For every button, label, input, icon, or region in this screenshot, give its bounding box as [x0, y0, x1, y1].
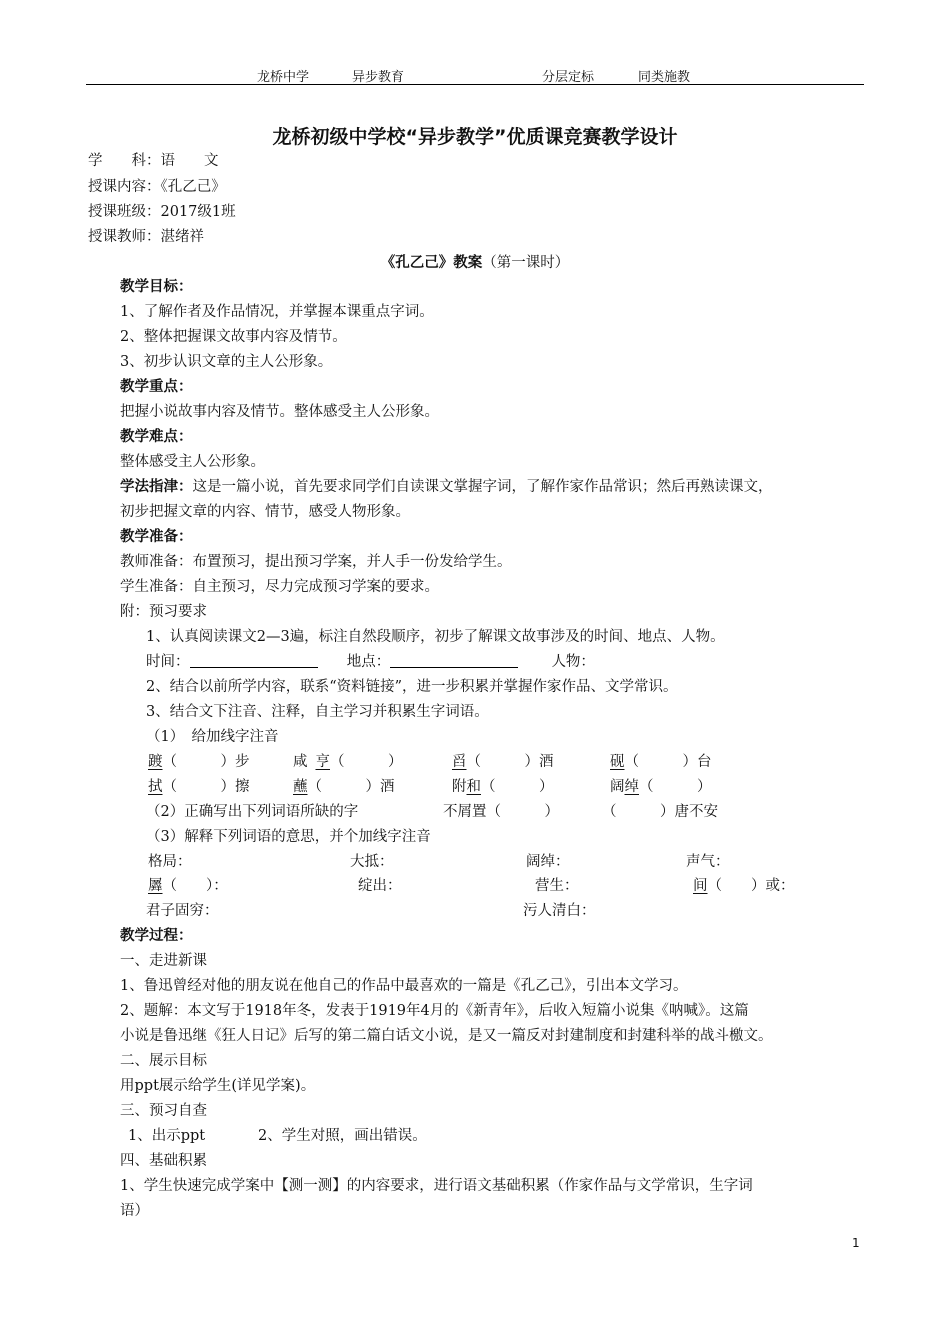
info-teacher: 授课教师：湛绪祥 [88, 229, 204, 245]
goal-item: 2、整体把握课文故事内容及情节。 [120, 329, 347, 345]
info-content: 授课内容：《孔乙己》 [88, 179, 226, 195]
document-title: 龙桥初级中学校“异步教学”优质课竞赛教学设计 [272, 126, 678, 148]
q2-item-b: （ ）唐不安 [602, 804, 718, 820]
method-text-2: 初步把握文章的内容、情节，感受人物形象。 [120, 504, 410, 520]
term-item: 阔绰： [526, 854, 570, 870]
term-blank: （ ）或： [707, 878, 795, 894]
process-text: 小说是鲁迅继《狂人日记》后写的第二篇白话文小说，是又一篇反对封建制度和封建科举的战斗檄文。 [120, 1028, 773, 1044]
lesson-subtitle [0, 251, 950, 272]
time-label: 时间： [146, 654, 190, 670]
person-label: 人物： [551, 654, 595, 670]
process-text: 1、鲁迅曾经对他的朋友说在他自己的作品中最喜欢的一篇是《孔乙己》，引出本文学习。 [120, 978, 688, 994]
pinyin-blank: （ ） [330, 754, 403, 770]
pinyin-item [610, 777, 712, 797]
prep-appendix: 附：预习要求 [120, 604, 207, 620]
time-blank[interactable] [190, 653, 318, 668]
difficulty-text: 整体感受主人公形象。 [120, 454, 265, 470]
preview-blanks [146, 652, 595, 672]
term-item: 格局： [148, 854, 192, 870]
underlined-char: 间 [693, 878, 708, 894]
subtitle-bold: 《孔乙己》教案 [380, 255, 483, 271]
pinyin-blank: （ ） [481, 779, 554, 795]
process-text: 1、学生快速完成学案中【测一测】的内容要求，进行语文基础积累（作家作品与文学常识，生字词 [120, 1178, 753, 1194]
underlined-char: 拭 [148, 779, 163, 795]
q2-item-a: 不屑置（ ） [443, 804, 559, 820]
method-line-1 [120, 477, 773, 497]
info-subject: 学 科：语 文 [88, 153, 219, 169]
difficulty-heading: 教学难点： [120, 429, 193, 445]
page-header [86, 66, 864, 84]
pinyin-item [148, 752, 250, 772]
header-slogan-2: 同类施教 [638, 70, 691, 85]
question-3: （3）解释下列词语的意思，并个加线字注音 [146, 829, 431, 845]
underlined-char: 舀 [452, 754, 467, 770]
term-item: 污人清白： [523, 903, 596, 919]
underlined-char: 亨 [315, 754, 330, 770]
question-2: （2）正确写出下列词语所缺的字 [146, 804, 359, 820]
plain-char: 咸 [293, 754, 308, 770]
section-heading: 四、基础积累 [120, 1153, 207, 1169]
process-heading: 教学过程： [120, 928, 193, 944]
section-heading: 一、走进新课 [120, 953, 207, 969]
term-item [693, 876, 795, 896]
pinyin-item [452, 752, 554, 772]
pinyin-blank: （ ）台 [624, 754, 712, 770]
goals-heading: 教学目标： [120, 279, 193, 295]
page-number: 1 [852, 1236, 860, 1250]
process-text: 2、学生对照，画出错误。 [258, 1128, 427, 1144]
pinyin-item [293, 752, 403, 772]
goal-item: 3、初步认识文章的主人公形象。 [120, 354, 333, 370]
subtitle-rest: （第一课时） [482, 255, 570, 271]
method-text-1: 这是一篇小说，首先要求同学们自读课文掌握字词，了解作家作品常识；然后再熟读课文， [192, 479, 773, 495]
header-brand: 异步教育 [352, 70, 405, 85]
pinyin-item [293, 777, 395, 797]
underlined-char: 绰 [624, 779, 639, 795]
header-divider [86, 84, 864, 85]
keypoint-text: 把握小说故事内容及情节。整体感受主人公形象。 [120, 404, 439, 420]
header-school: 龙桥中学 [257, 70, 310, 85]
pinyin-blank: （ ）擦 [162, 779, 250, 795]
process-text: 2、题解：本文写于1918年冬，发表于1919年4月的《新青年》，后收入短篇小说集《呐喊》。这篇 [120, 1003, 749, 1019]
section-heading: 二、展示目标 [120, 1053, 207, 1069]
plain-char: 附 [452, 779, 467, 795]
term-item: 君子固穷： [146, 903, 219, 919]
term-item: 绽出： [358, 878, 402, 894]
place-blank[interactable] [390, 653, 518, 668]
underlined-char: 蘸 [293, 779, 308, 795]
plain-char: 阔 [610, 779, 625, 795]
question-1: （1） 给加线字注音 [146, 729, 279, 745]
method-heading: 学法指津： [120, 479, 193, 495]
pinyin-blank: （ ） [639, 779, 712, 795]
header-slogan-1: 分层定标 [542, 70, 595, 85]
prep-student: 学生准备：自主预习，尽力完成预习学案的要求。 [120, 579, 439, 595]
pinyin-blank: （ ）步 [162, 754, 250, 770]
underlined-char: 和 [466, 779, 481, 795]
term-item: 大抵： [350, 854, 394, 870]
term-item: 营生： [535, 878, 579, 894]
section-heading: 三、预习自查 [120, 1103, 207, 1119]
term-item: 声气： [686, 854, 730, 870]
prep-heading: 教学准备： [120, 529, 193, 545]
info-class: 授课班级：2017级1班 [88, 204, 236, 220]
process-text: 用ppt展示给学生(详见学案)。 [120, 1078, 316, 1094]
prep-teacher: 教师准备：布置预习，提出预习学案，并人手一份发给学生。 [120, 554, 512, 570]
process-text: 语） [120, 1203, 149, 1219]
pinyin-item [148, 777, 250, 797]
keypoint-heading: 教学重点： [120, 379, 193, 395]
underlined-char: 砚 [610, 754, 625, 770]
preview-req-2: 2、结合以前所学内容，联系“资料链接”，进一步积累并掌握作家作品、文学常识。 [146, 679, 678, 695]
pinyin-item [452, 777, 554, 797]
term-item [148, 876, 228, 896]
preview-req-1: 1、认真阅读课文2—3遍，标注自然段顺序，初步了解课文故事涉及的时间、地点、人物。 [146, 629, 725, 645]
pinyin-blank: （ ）酒 [307, 779, 395, 795]
term-blank: （ ）： [162, 878, 228, 894]
underlined-char: 踱 [148, 754, 163, 770]
preview-req-3: 3、结合文下注音、注释，自主学习并积累生字词语。 [146, 704, 489, 720]
pinyin-item [610, 752, 712, 772]
place-label: 地点： [346, 654, 391, 670]
pinyin-blank: （ ）酒 [466, 754, 554, 770]
process-text: 1、出示ppt [128, 1128, 206, 1144]
underlined-char: 羼 [148, 878, 163, 894]
goal-item: 1、了解作者及作品情况，并掌握本课重点字词。 [120, 304, 434, 320]
